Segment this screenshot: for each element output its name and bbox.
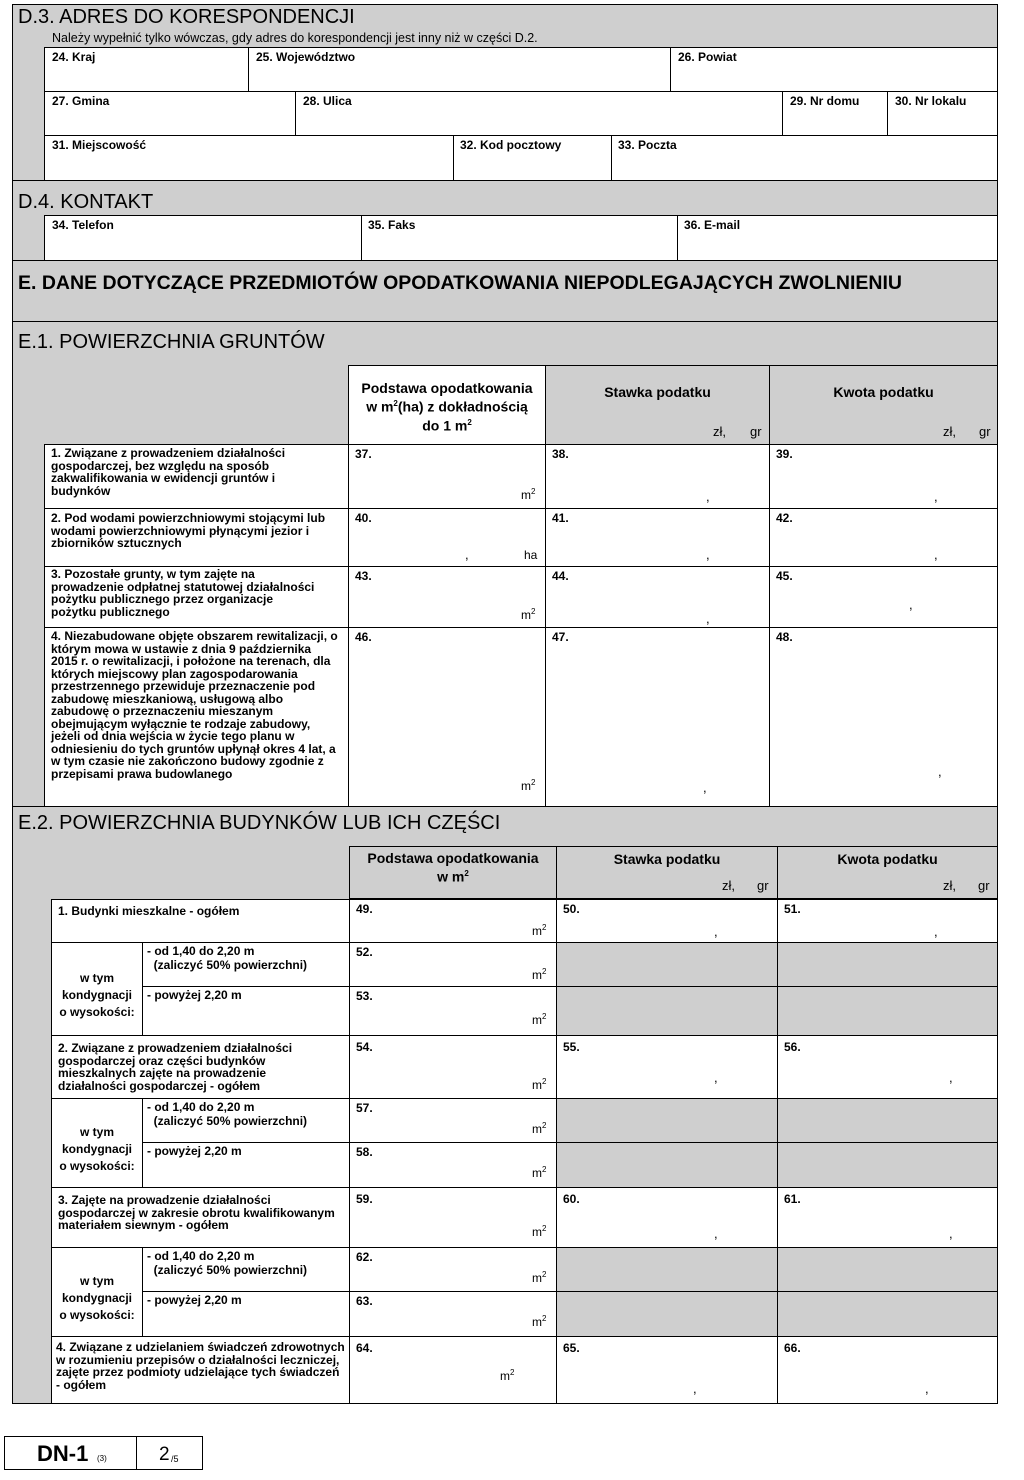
header-text: w m: [437, 868, 465, 885]
unit-m2: $m^2$: [521, 487, 536, 502]
disabled-cell: [777, 942, 998, 987]
field-50[interactable]: [556, 899, 778, 943]
comma: ,: [938, 764, 942, 779]
comma: ,: [714, 924, 718, 939]
zl-label: zł,: [943, 424, 956, 439]
field-number: 47.: [552, 630, 569, 644]
disabled-cell: [556, 986, 778, 1036]
wtym-text: w tym: [79, 1125, 114, 1139]
comma: ,: [909, 597, 913, 612]
sub-text: - od 1,40 do 2,20 m: [147, 1100, 255, 1114]
header-text: Kwota podatku: [833, 384, 934, 400]
comma: ,: [693, 1381, 697, 1396]
header-text: Stawka podatku: [613, 851, 721, 867]
field-53[interactable]: [349, 986, 557, 1036]
page-total: /5: [171, 1454, 179, 1464]
field-38[interactable]: [545, 444, 770, 509]
field-58[interactable]: [349, 1142, 557, 1188]
unit-m2: $m^2$: [532, 1077, 547, 1092]
page-number-box: [136, 1436, 203, 1470]
field-faks[interactable]: [361, 215, 678, 261]
e1-header-rate: [545, 365, 770, 445]
field-57[interactable]: [349, 1098, 557, 1143]
field-61[interactable]: [777, 1187, 998, 1248]
field-number: 59.: [356, 1192, 373, 1206]
field-42[interactable]: [769, 508, 998, 567]
e2-group-desc: [51, 1187, 350, 1248]
field-55[interactable]: [556, 1035, 778, 1099]
field-number: 42.: [776, 511, 793, 525]
field-label: 29. Nr domu: [790, 94, 860, 108]
disabled-cell: [777, 1291, 998, 1337]
field-label: 35. Faks: [368, 218, 416, 232]
wtym-text: o wysokości:: [59, 1159, 135, 1173]
gr-label: gr: [757, 878, 769, 893]
header-text: do 1 m: [422, 417, 468, 434]
form-version: (3): [97, 1454, 107, 1463]
e2-group-desc: [51, 1336, 350, 1404]
form-id-box: [4, 1436, 137, 1470]
page-number: 2: [159, 1444, 170, 1465]
zl-label: zł,: [943, 878, 956, 893]
sub-range-1: [142, 1098, 350, 1143]
field-64[interactable]: [349, 1336, 557, 1404]
header-text: Podstawa opodatkowania: [361, 380, 533, 396]
field-number: 40.: [355, 511, 372, 525]
gr-label: gr: [979, 424, 991, 439]
row-description: 4. Niezabudowane objęte obszarem rewitalizacji, o którym mowa w ustawie z dnia 9 października 2015 r. o rewitalizacji, i położone na terenach, dla których miejscowy plan zagospodarowania przestrzennego przewiduje przeznaczenie pod zabudowę mieszkaniową, usługową albo zabudowę o przeznaczeniu mieszanym obejmującym wyłącznie te rodzaje zabudowy, jeżeli od dnia wejścia w życie tego planu w odniesieniu do tych gruntów upłynął okres 4 lat, a w tym czasie nie zakończono budowy zgodnie z przepisami prawa budowlanego: [51, 629, 338, 781]
disabled-cell: [777, 1142, 998, 1188]
field-number: 45.: [776, 569, 793, 583]
comma: ,: [706, 489, 710, 504]
field-number: 46.: [355, 630, 372, 644]
e1-row-desc: [44, 508, 349, 567]
field-label: 31. Miejscowość: [52, 138, 147, 152]
comma: ,: [714, 1070, 718, 1085]
sub-range-1: [142, 1247, 350, 1292]
field-number: 63.: [356, 1294, 373, 1308]
field-41[interactable]: [545, 508, 770, 567]
gr-label: gr: [978, 878, 990, 893]
field-miejscowosc[interactable]: [44, 135, 454, 181]
unit-m2: $m^2$: [521, 607, 536, 622]
row-description: 2. Związane z prowadzeniem działalności gospodarczej oraz części budynków mieszkalnych zajęte na prowadzenie działalności gospodarczej - ogółem: [58, 1041, 293, 1093]
row-description: 3. Zajęte na prowadzenie działalności gospodarczej w zakresie obrotu kwalifikowanym materiałem siewnym - ogółem: [58, 1193, 335, 1232]
field-label: 34. Telefon: [52, 218, 114, 232]
wtym-text: w tym: [79, 1274, 114, 1288]
disabled-cell: [556, 942, 778, 987]
section-d3-note: Należy wypełnić tylko wówczas, gdy adres do korespondencji jest inny niż w części D.2.: [52, 31, 538, 45]
field-number: 64.: [356, 1341, 373, 1355]
field-label: 36. E-mail: [684, 218, 741, 232]
e2-group-desc: [51, 1035, 350, 1099]
unit-m2: $m^2$: [532, 1012, 547, 1027]
disabled-cell: [556, 1247, 778, 1292]
e1-row-desc: [44, 566, 349, 628]
field-telefon[interactable]: [44, 215, 362, 261]
header-text: w m: [366, 398, 394, 415]
field-label: 27. Gmina: [52, 94, 110, 108]
header-text: Kwota podatku: [837, 851, 938, 867]
field-nr-domu[interactable]: [782, 91, 888, 136]
unit-m2: $m^2$: [500, 1368, 515, 1383]
comma: ,: [706, 547, 710, 562]
field-poczta[interactable]: [611, 135, 998, 181]
row-description: 4. Związane z udzielaniem świadczeń zdrowotnych w rozumieniu przepisów o działalności leczniczej, zajęte przez podmioty udzielające tych świadczeń - ogółem: [56, 1340, 345, 1392]
field-number: 37.: [355, 447, 372, 461]
unit-m2: $m^2$: [532, 1314, 547, 1329]
comma: ,: [934, 547, 938, 562]
wtym-text: o wysokości:: [59, 1005, 135, 1019]
field-66[interactable]: [777, 1336, 998, 1404]
field-number: 65.: [563, 1341, 580, 1355]
field-number: 55.: [563, 1040, 580, 1054]
e1-header-amount: [769, 365, 998, 445]
unit-m2: $m^2$: [532, 967, 547, 982]
e1-row-desc: [44, 627, 349, 807]
sub-range-2: [142, 986, 350, 1036]
field-65[interactable]: [556, 1336, 778, 1404]
zl-label: zł,: [722, 878, 735, 893]
field-59[interactable]: [349, 1187, 557, 1248]
comma: ,: [703, 780, 707, 795]
field-wojewodztwo[interactable]: [248, 47, 671, 92]
field-number: 38.: [552, 447, 569, 461]
field-number: 53.: [356, 989, 373, 1003]
field-number: 44.: [552, 569, 569, 583]
sub-range-1: [142, 942, 350, 987]
field-label: 32. Kod pocztowy: [460, 138, 562, 152]
wtym-text: kondygnacji: [61, 1142, 132, 1156]
field-label: 26. Powiat: [678, 50, 737, 64]
field-number: 60.: [563, 1192, 580, 1206]
disabled-cell: [556, 1098, 778, 1143]
row-description: 1. Związane z prowadzeniem działalności gospodarczej, bez względu na sposób zakwalifikowania w ewidencji gruntów i budynków: [51, 446, 286, 498]
field-54[interactable]: [349, 1035, 557, 1099]
sub-text: - powyżej 2,20 m: [147, 1293, 242, 1307]
sub-text: (zaliczyć 50% powierzchni): [153, 1114, 308, 1128]
field-45[interactable]: [769, 566, 998, 628]
field-60[interactable]: [556, 1187, 778, 1248]
wtym-text: kondygnacji: [61, 988, 132, 1002]
field-49[interactable]: [349, 899, 557, 943]
field-number: 61.: [784, 1192, 801, 1206]
e2-header-amount: [777, 846, 998, 899]
field-number: 43.: [355, 569, 372, 583]
field-37[interactable]: [348, 444, 546, 509]
field-label: 30. Nr lokalu: [895, 94, 967, 108]
field-label: 33. Poczta: [618, 138, 677, 152]
e2-header-base: Podstawa opodatkowania w $m^2$: [349, 846, 557, 899]
wtym-text: o wysokości:: [59, 1308, 135, 1322]
field-kraj[interactable]: [44, 47, 249, 92]
sub-range-2: [142, 1291, 350, 1337]
comma: ,: [934, 924, 938, 939]
disabled-cell: [556, 1142, 778, 1188]
disabled-cell: [777, 1247, 998, 1292]
field-63[interactable]: [349, 1291, 557, 1337]
field-39[interactable]: [769, 444, 998, 509]
sub-text: - powyżej 2,20 m: [147, 988, 242, 1002]
e1-header-base: Podstawa opodatkowania w $m^2(ha)$ z dokładnością do 1 $m^2$: [348, 365, 546, 445]
section-d3-title: D.3. ADRES DO KORESPONDENCJI: [18, 6, 355, 28]
sub-range-2: [142, 1142, 350, 1188]
comma: ,: [949, 1070, 953, 1085]
field-label: 24. Kraj: [52, 50, 96, 64]
row-description: 2. Pod wodami powierzchniowymi stojącymi lub wodami powierzchniowymi płynącymi jezior i zbiorników sztucznych: [51, 511, 326, 550]
disabled-cell: [556, 1291, 778, 1337]
unit-m2: $m^2$: [532, 1270, 547, 1285]
field-number: 62.: [356, 1250, 373, 1264]
header-text: (ha) z dokładnością: [397, 398, 528, 415]
field-40[interactable]: [348, 508, 546, 567]
disabled-cell: [777, 986, 998, 1036]
header-text: Stawka podatku: [604, 384, 711, 400]
field-number: 41.: [552, 511, 569, 525]
section-e2-title: E.2. POWIERZCHNIA BUDYNKÓW LUB ICH CZĘŚCI: [18, 812, 501, 834]
field-number: 54.: [356, 1040, 373, 1054]
disabled-cell: [777, 1098, 998, 1143]
zl-label: zł,: [713, 424, 726, 439]
section-d4-title: D.4. KONTAKT: [18, 191, 154, 213]
sub-text: (zaliczyć 50% powierzchni): [153, 1263, 308, 1277]
field-number: 51.: [784, 902, 801, 916]
e1-row-desc: [44, 444, 349, 509]
field-number: 50.: [563, 902, 580, 916]
field-email[interactable]: [677, 215, 998, 261]
unit-m2: $m^2$: [532, 923, 547, 938]
field-ulica[interactable]: [295, 91, 783, 136]
field-44[interactable]: [545, 566, 770, 628]
e2-header-rate: [556, 846, 778, 899]
field-number: 39.: [776, 447, 793, 461]
field-47[interactable]: [545, 627, 770, 807]
field-56[interactable]: [777, 1035, 998, 1099]
field-number: 56.: [784, 1040, 801, 1054]
comma: ,: [949, 1226, 953, 1241]
comma: ,: [465, 547, 469, 562]
field-label: 28. Ulica: [303, 94, 352, 108]
form-code: DN-1: [37, 1441, 89, 1466]
field-number: 58.: [356, 1145, 373, 1159]
wtym-label: [51, 942, 143, 1036]
comma: ,: [925, 1381, 929, 1396]
unit-m2: $m^2$: [532, 1165, 547, 1180]
wtym-label: [51, 1247, 143, 1337]
field-number: 66.: [784, 1341, 801, 1355]
field-62[interactable]: [349, 1247, 557, 1292]
wtym-text: kondygnacji: [61, 1291, 132, 1305]
wtym-label: [51, 1098, 143, 1188]
field-48[interactable]: [769, 627, 998, 807]
row-description: 3. Pozostałe grunty, w tym zajęte na prowadzenie odpłatnej statutowej działalności pożytku publicznego przez organizacje pożytku publicznego: [51, 567, 315, 619]
section-e1-title: E.1. POWIERZCHNIA GRUNTÓW: [18, 331, 325, 353]
comma: ,: [706, 611, 710, 626]
field-43[interactable]: [348, 566, 546, 628]
sub-text: - od 1,40 do 2,20 m: [147, 1249, 255, 1263]
header-text: Podstawa opodatkowania: [367, 850, 539, 866]
gr-label: gr: [750, 424, 762, 439]
unit-m2: $m^2$: [532, 1224, 547, 1239]
field-number: 57.: [356, 1101, 373, 1115]
field-46[interactable]: [348, 627, 546, 807]
row-description: 1. Budynki mieszkalne - ogółem: [58, 904, 240, 918]
unit-m2: $m^2$: [532, 1121, 547, 1136]
field-number: 48.: [776, 630, 793, 644]
sub-text: (zaliczyć 50% powierzchni): [153, 958, 308, 972]
field-number: 52.: [356, 945, 373, 959]
field-label: 25. Województwo: [256, 50, 356, 64]
section-e-title: E. DANE DOTYCZĄCE PRZEDMIOTÓW OPODATKOWANIA NIEPODLEGAJĄCYCH ZWOLNIENIU: [18, 272, 903, 294]
comma: ,: [934, 489, 938, 504]
field-kod-pocztowy[interactable]: [453, 135, 612, 181]
unit-ha: ha: [524, 548, 538, 562]
wtym-text: w tym: [79, 971, 114, 985]
field-gmina[interactable]: [44, 91, 296, 136]
e2-group-desc: [51, 899, 350, 943]
field-powiat[interactable]: [670, 47, 998, 92]
unit-m2: $m^2$: [521, 778, 536, 793]
field-number: 49.: [356, 902, 373, 916]
sub-text: - powyżej 2,20 m: [147, 1144, 242, 1158]
comma: ,: [714, 1226, 718, 1241]
sub-text: - od 1,40 do 2,20 m: [147, 944, 255, 958]
field-51[interactable]: [777, 899, 998, 943]
field-nr-lokalu[interactable]: [887, 91, 998, 136]
field-52[interactable]: [349, 942, 557, 987]
